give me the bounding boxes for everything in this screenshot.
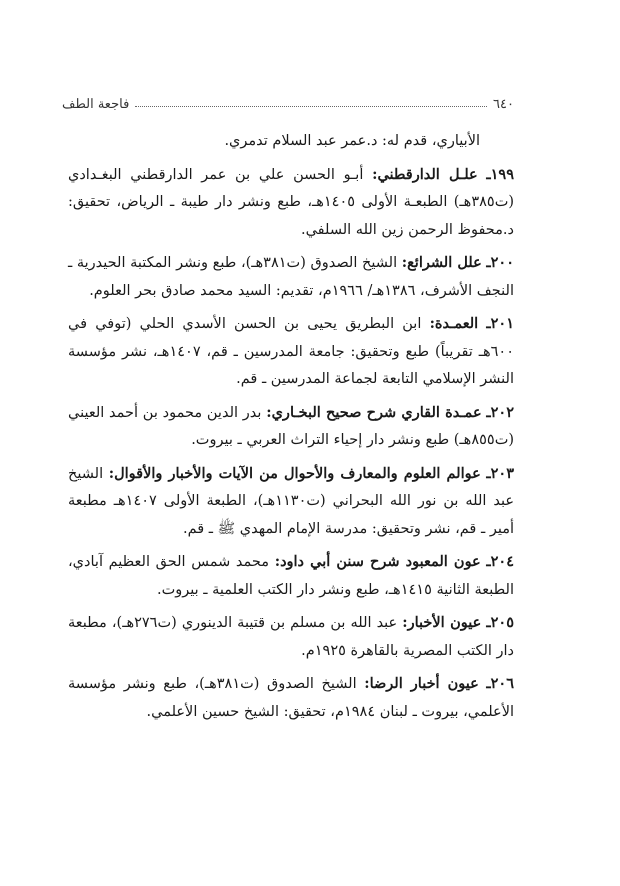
entry-text: أبـو الحسن علي بن عمر الدارقطني البغـدادي (ت٣٨٥هـ) الطبعـة الأولى ١٤٠٥هـ، طبع ونشر دار طيبة ـ الرياض، تحقيق: د.محفوظ الرحمن زين الله السلفي. — [68, 166, 514, 238]
book-title: فاجعة الطف — [62, 97, 130, 112]
entry-title: عمـدة القاري شرح صحيح البخـاري: — [266, 403, 482, 421]
entry-text: بدر الدين محمود بن أحمد العيني (ت٨٥٥هـ) طبع ونشر دار إحياء التراث العربي ـ بيروت. — [68, 404, 514, 448]
entry-text: الشيخ عبد الله بن نور الله البحراني (ت١١٣٠هـ)، الطبعة الأولى ١٤٠٧هـ مطبعة أمير ـ قم، نشر وتحقيق: مدرسة الإمام المهدي ﷺ ـ قم. — [68, 465, 514, 537]
entry-number: ٢٠٠ـ — [486, 254, 514, 271]
entry-text: الأبياري، قدم له: د.عمر عبد السلام تدمري. — [224, 133, 480, 149]
entry-text: الشيخ الصدوق (ت٣٨١هـ)، طبع ونشر المكتبة الحيدرية ـ النجف الأشرف، ١٣٨٦هـ/ ١٩٦٦م، تقديم: السيد محمد صادق بحر العلوم. — [68, 255, 514, 299]
entry-title: عون المعبود شرح سنن أبي داود: — [274, 553, 481, 570]
bibliography-entry — [68, 249, 514, 305]
bibliography-entry — [68, 548, 514, 604]
bibliography-entry — [68, 161, 514, 245]
entry-number: ٢٠٤ـ — [486, 553, 515, 570]
bibliography-entry — [68, 609, 514, 665]
entry-text: الشيخ الصدوق (ت٣٨١هـ)، طبع ونشر مؤسسة الأعلمي، بيروت ـ لبنان ١٩٨٤م، تحقيق: الشيخ حسين الأعلمي. — [68, 676, 514, 720]
header-dot-leader — [135, 106, 487, 107]
entry-title: علـل الدارقطني: — [372, 165, 478, 183]
bibliography-entry — [68, 399, 514, 455]
entry-title: عيون الأخبار: — [402, 614, 482, 631]
bibliography-entry — [68, 670, 514, 726]
entry-text: محمد شمس الحق العظيم آبادي، الطبعة الثانية ١٤١٥هـ، طبع ونشر دار الكتب العلمية ـ بيروت. — [68, 554, 514, 598]
entry-text: ابن البطريق يحيى بن الحسن الأسدي الحلي (توفي في ٦٠٠هـ تقريباً) طبع وتحقيق: جامعة المدرسين ـ قم، ١٤٠٧هـ، نشر مؤسسة النشر الإسلامي التابعة لجماعة المدرسين ـ قم. — [68, 316, 514, 387]
entry-text: عبد الله بن مسلم بن قتيبة الدينوري (ت٢٧٦هـ)، مطبعة دار الكتب المصرية بالقاهرة ١٩٢٥م. — [68, 615, 514, 659]
entry-title: عوالم العلوم والمعارف والأحوال من الآيات والأخبار والأقوال: — [108, 464, 481, 482]
entry-number: ٢٠٣ـ — [486, 464, 515, 482]
bibliography-entry-continuation — [68, 128, 514, 156]
entry-title: العمـدة: — [429, 315, 479, 332]
entry-number: ٢٠٦ـ — [486, 675, 514, 692]
entry-title: علل الشرائع: — [401, 254, 482, 271]
running-header — [62, 92, 514, 112]
bibliography-entry — [68, 460, 514, 544]
entry-number: ٢٠٥ـ — [486, 614, 514, 631]
entry-number: ١٩٩ـ — [486, 165, 514, 183]
entry-number: ٢٠٢ـ — [486, 403, 515, 421]
bibliography-list — [68, 128, 514, 731]
entry-title: عيون أخبار الرضا: — [364, 675, 479, 692]
entry-number: ٢٠١ـ — [486, 315, 515, 332]
bibliography-entry — [68, 310, 514, 394]
page-number: ٦٤٠ — [493, 97, 514, 112]
